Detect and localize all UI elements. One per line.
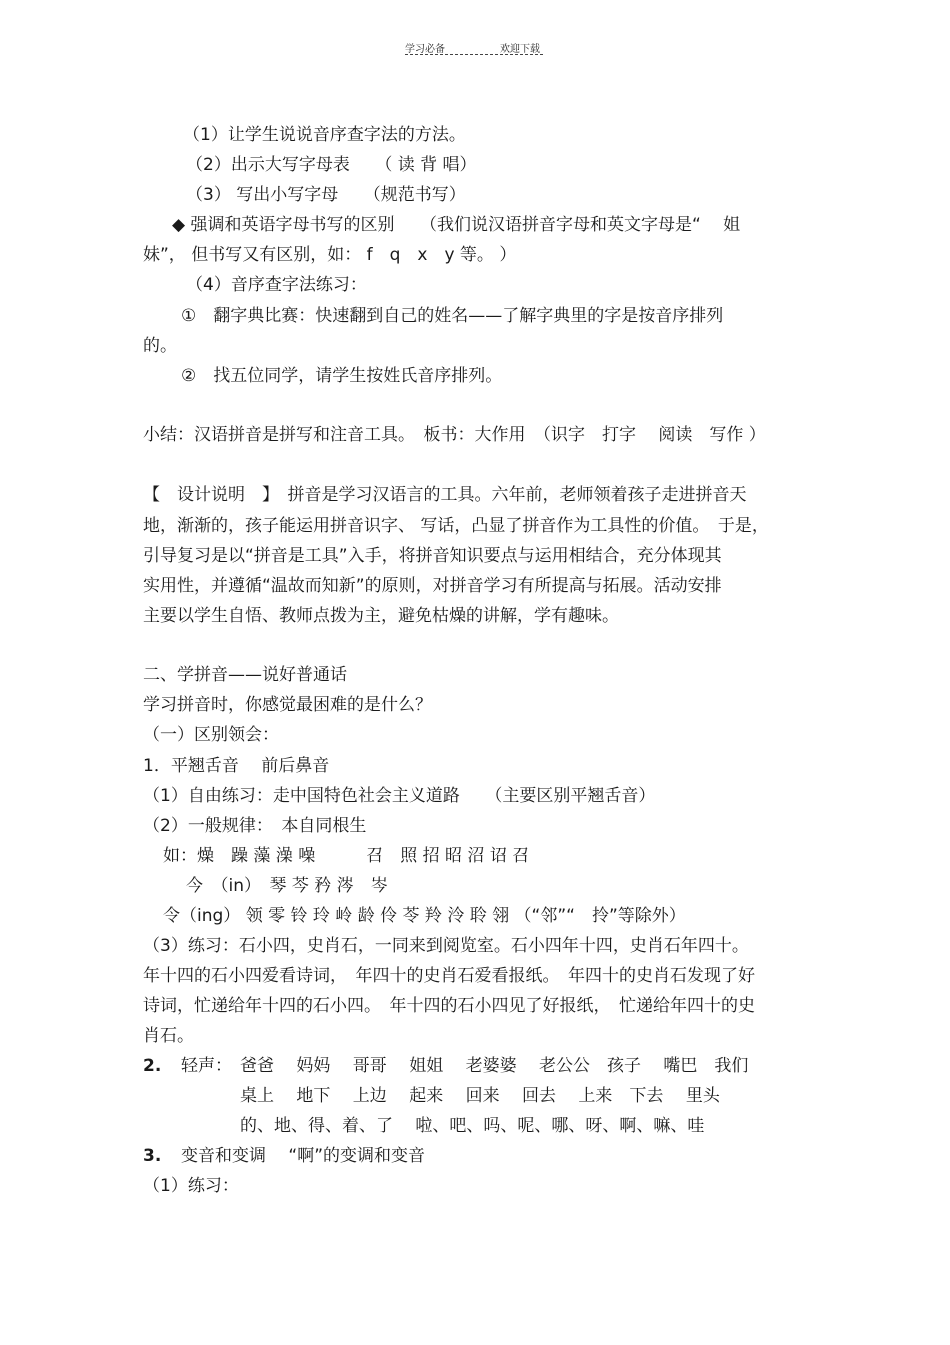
text-line: （1）自由练习：走中国特色社会主义道路 （主要区别平翘舌音） — [143, 786, 656, 806]
text-line: 1．平翘舌音 前后鼻音 — [143, 756, 330, 776]
summary-line: 小结：汉语拼音是拼写和注音工具。 板书：大作用 （识字 打字 阅读 写作 ） — [143, 425, 766, 445]
header-left: 学习必备 — [405, 44, 445, 55]
text-line: （1）让学生说说音序查字法的方法。 — [183, 125, 466, 145]
text-line: （2）出示大写字母表 （ 读 背 唱） — [186, 155, 477, 175]
design-note-line: 实用性，并遵循“温故而知新”的原则，对拼音学习有所提高与拓展。活动安排 — [143, 576, 722, 596]
text-line: ◆ 强调和英语字母书写的区别 （我们说汉语拼音字母和英文字母是“ 姐 — [172, 215, 741, 235]
text-line: 令（ing） 领 零 铃 玲 岭 龄 伶 苓 羚 泠 聆 翎 （“邻”“ 拎”等除外） — [163, 906, 686, 926]
text-line: 的。 — [143, 336, 177, 356]
text-line: （2）一般规律： 本自同根生 — [143, 816, 367, 836]
text-line: 肖石。 — [143, 1026, 194, 1046]
word-list-row: 爸爸 妈妈 哥哥 姐姐 老婆婆 老公公 孩子 嘴巴 我们 — [240, 1056, 749, 1076]
item-label: 轻声： — [181, 1056, 232, 1076]
header-rule — [405, 54, 543, 55]
text-line: （4）音序查字法练习： — [186, 275, 367, 295]
text-line: 今 （in） 琴 芩 矜 涔 岑 — [186, 876, 388, 896]
text-line: 学习拼音时，你感觉最困难的是什么？ — [143, 695, 432, 715]
design-note-line: 引导复习是以“拼音是工具”入手，将拼音知识要点与运用相结合，充分体现其 — [143, 546, 722, 566]
text-line: （3） 写出小写字母 （规范书写） — [186, 185, 466, 205]
text-line: （一）区别领会： — [143, 725, 279, 745]
text-line: 如：燥 躁 藻 澡 噪 召 照 招 昭 沼 诏 召 — [163, 846, 530, 866]
text-line: 诗词，忙递给年十四的石小四。 年十四的石小四见了好报纸， 忙递给年四十的史 — [143, 996, 755, 1016]
text-line: 年十四的石小四爱看诗词， 年四十的史肖石爱看报纸。 年四十的史肖石发现了好 — [143, 966, 755, 986]
item-number: 3. — [143, 1146, 162, 1166]
text-line: 妹”， 但书写又有区别，如： f q x y 等。 ） — [143, 245, 517, 265]
text-line: （3）练习：石小四，史肖石，一同来到阅览室。石小四年十四，史肖石年四十。 — [143, 936, 749, 956]
design-note-line: 【 设计说明 】 拼音是学习汉语言的工具。六年前，老师领着孩子走进拼音天 — [143, 485, 747, 505]
design-note-line: 主要以学生自悟、教师点拨为主，避免枯燥的讲解，学有趣味。 — [143, 606, 619, 626]
header-right: 欢迎下载 — [500, 44, 540, 55]
text-line: （1）练习： — [143, 1176, 239, 1196]
text-line: ② 找五位同学，请学生按姓氏音序排列。 — [181, 366, 503, 386]
word-list-row: 桌上 地下 上边 起来 回来 回去 上来 下去 里头 — [240, 1086, 720, 1106]
word-list-row: 的、地、得、着、了 啦、吧、吗、呢、哪、呀、啊、嘛、哇 — [240, 1116, 705, 1136]
text-line: ① 翻字典比赛：快速翻到自己的姓名——了解字典里的字是按音序排列 — [181, 306, 724, 326]
design-note-line: 地，渐渐的，孩子能运用拼音识字、 写话，凸显了拼音作为工具性的价值。 于是， — [143, 516, 769, 536]
item-number: 2. — [143, 1056, 162, 1076]
section-heading: 二、学拼音——说好普通话 — [143, 665, 347, 685]
item-label: 变音和变调 “啊”的变调和变音 — [181, 1146, 426, 1166]
